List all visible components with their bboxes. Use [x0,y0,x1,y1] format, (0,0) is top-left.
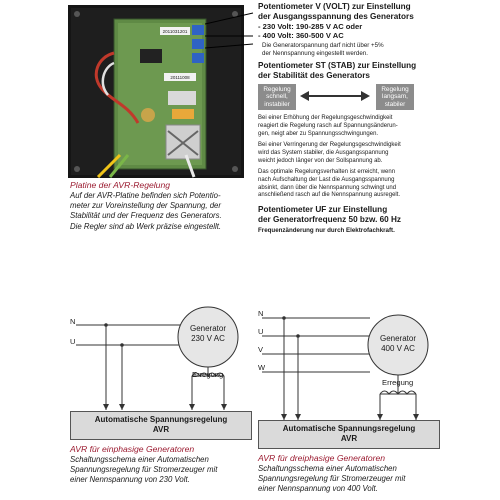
pot-st-paragraph-2: Bei einer Verringerung der Regelungsgeschwindigkeit wird das System stabiler, die Ausgangsspannung weicht jedoch länger von der Sollspannung ab. [258,142,401,164]
generator-label-230: Generator 230 V AC [189,324,227,343]
board-label-2: 20111008 [170,75,190,80]
excitation-label-1: Erregung [192,370,224,379]
line-label-u-1: U [70,337,76,346]
line-label-w-3: W [258,363,266,372]
regulation-fast-box: Regelung schnell, instabiler [258,84,296,110]
double-arrow-icon [300,90,370,102]
photo-caption-title: Platine der AVR-Regelung [70,180,171,190]
three-phase-caption-title: AVR für dreiphasige Generatoren [258,453,386,463]
avr-box-single-phase: Automatische Spannungsregelung AVR [70,411,252,440]
line-label-v-3: V [258,345,264,354]
photo-caption-text: Auf der AVR-Platine befinden sich Potentio- meter zur Voreinstellung der Spannung, der Stabilität und der Frequenz des Generators. Die Regler sind ab Werk präzise eingestellt. [70,191,222,231]
three-phase-caption-text: Schaltungsschema einer Automatischen Spannungsregelung für Stromerzeuger mit einer Nennspannung von 400 Volt. [258,464,406,494]
regulation-slow-box: Regelung langsam, stabiler [376,84,414,110]
single-phase-caption-text: Schaltungsschema einer Automatischen Spannungsregelung für Stromerzeuger mit einer Nennspannung von 230 Volt. [70,455,218,485]
line-label-n-3: N [258,309,264,318]
pot-st-paragraph-3: Das optimale Regelungsverhalten ist erreicht, wenn nach Aufschaltung der Last die Ausgangsspannung absinkt, dann über die Nennspannung schwingt und anschließend rasch auf die Nennspannung ausregelt. [258,169,401,199]
pot-st-heading: Potentiometer ST (STAB) zur Einstellung der Stabilität des Generators [258,61,417,80]
pot-v-heading: Potentiometer V (VOLT) zur Einstellung der Ausgangsspannung des Generators [258,2,414,21]
pot-st-paragraph-1: Bei einer Erhöhung der Regelungsgeschwindigkeit reagiert die Regelung rasch auf Spannungsänderun- gen, neigt aber zu Spannungsschwingungen. [258,115,398,137]
pot-v-range-list: - 230 Volt: 190-285 V AC oder - 400 Volt: 360-500 V AC [258,22,363,41]
line-label-n-1: N [70,317,76,326]
generator-label-400: Generator 400 V AC [379,334,417,353]
pot-uf-heading: Potentiometer UF zur Einstellung der Generatorfrequenz 50 bzw. 60 Hz [258,205,402,224]
line-label-u-3: U [258,327,264,336]
pot-uf-note: Frequenzänderung nur durch Elektrofachkraft. [258,227,395,234]
pot-v-note: Die Generatorspannung darf nicht über +5% der Nennspannung eingestellt werden. [262,42,384,57]
pointer-lines [205,10,257,50]
avr-box-three-phase: Automatische Spannungsregelung AVR [258,420,440,449]
excitation-label-3: Erregung [382,378,414,387]
single-phase-caption-title: AVR für einphasige Generatoren [70,444,195,454]
board-label-1: 2011031201 [162,29,188,34]
